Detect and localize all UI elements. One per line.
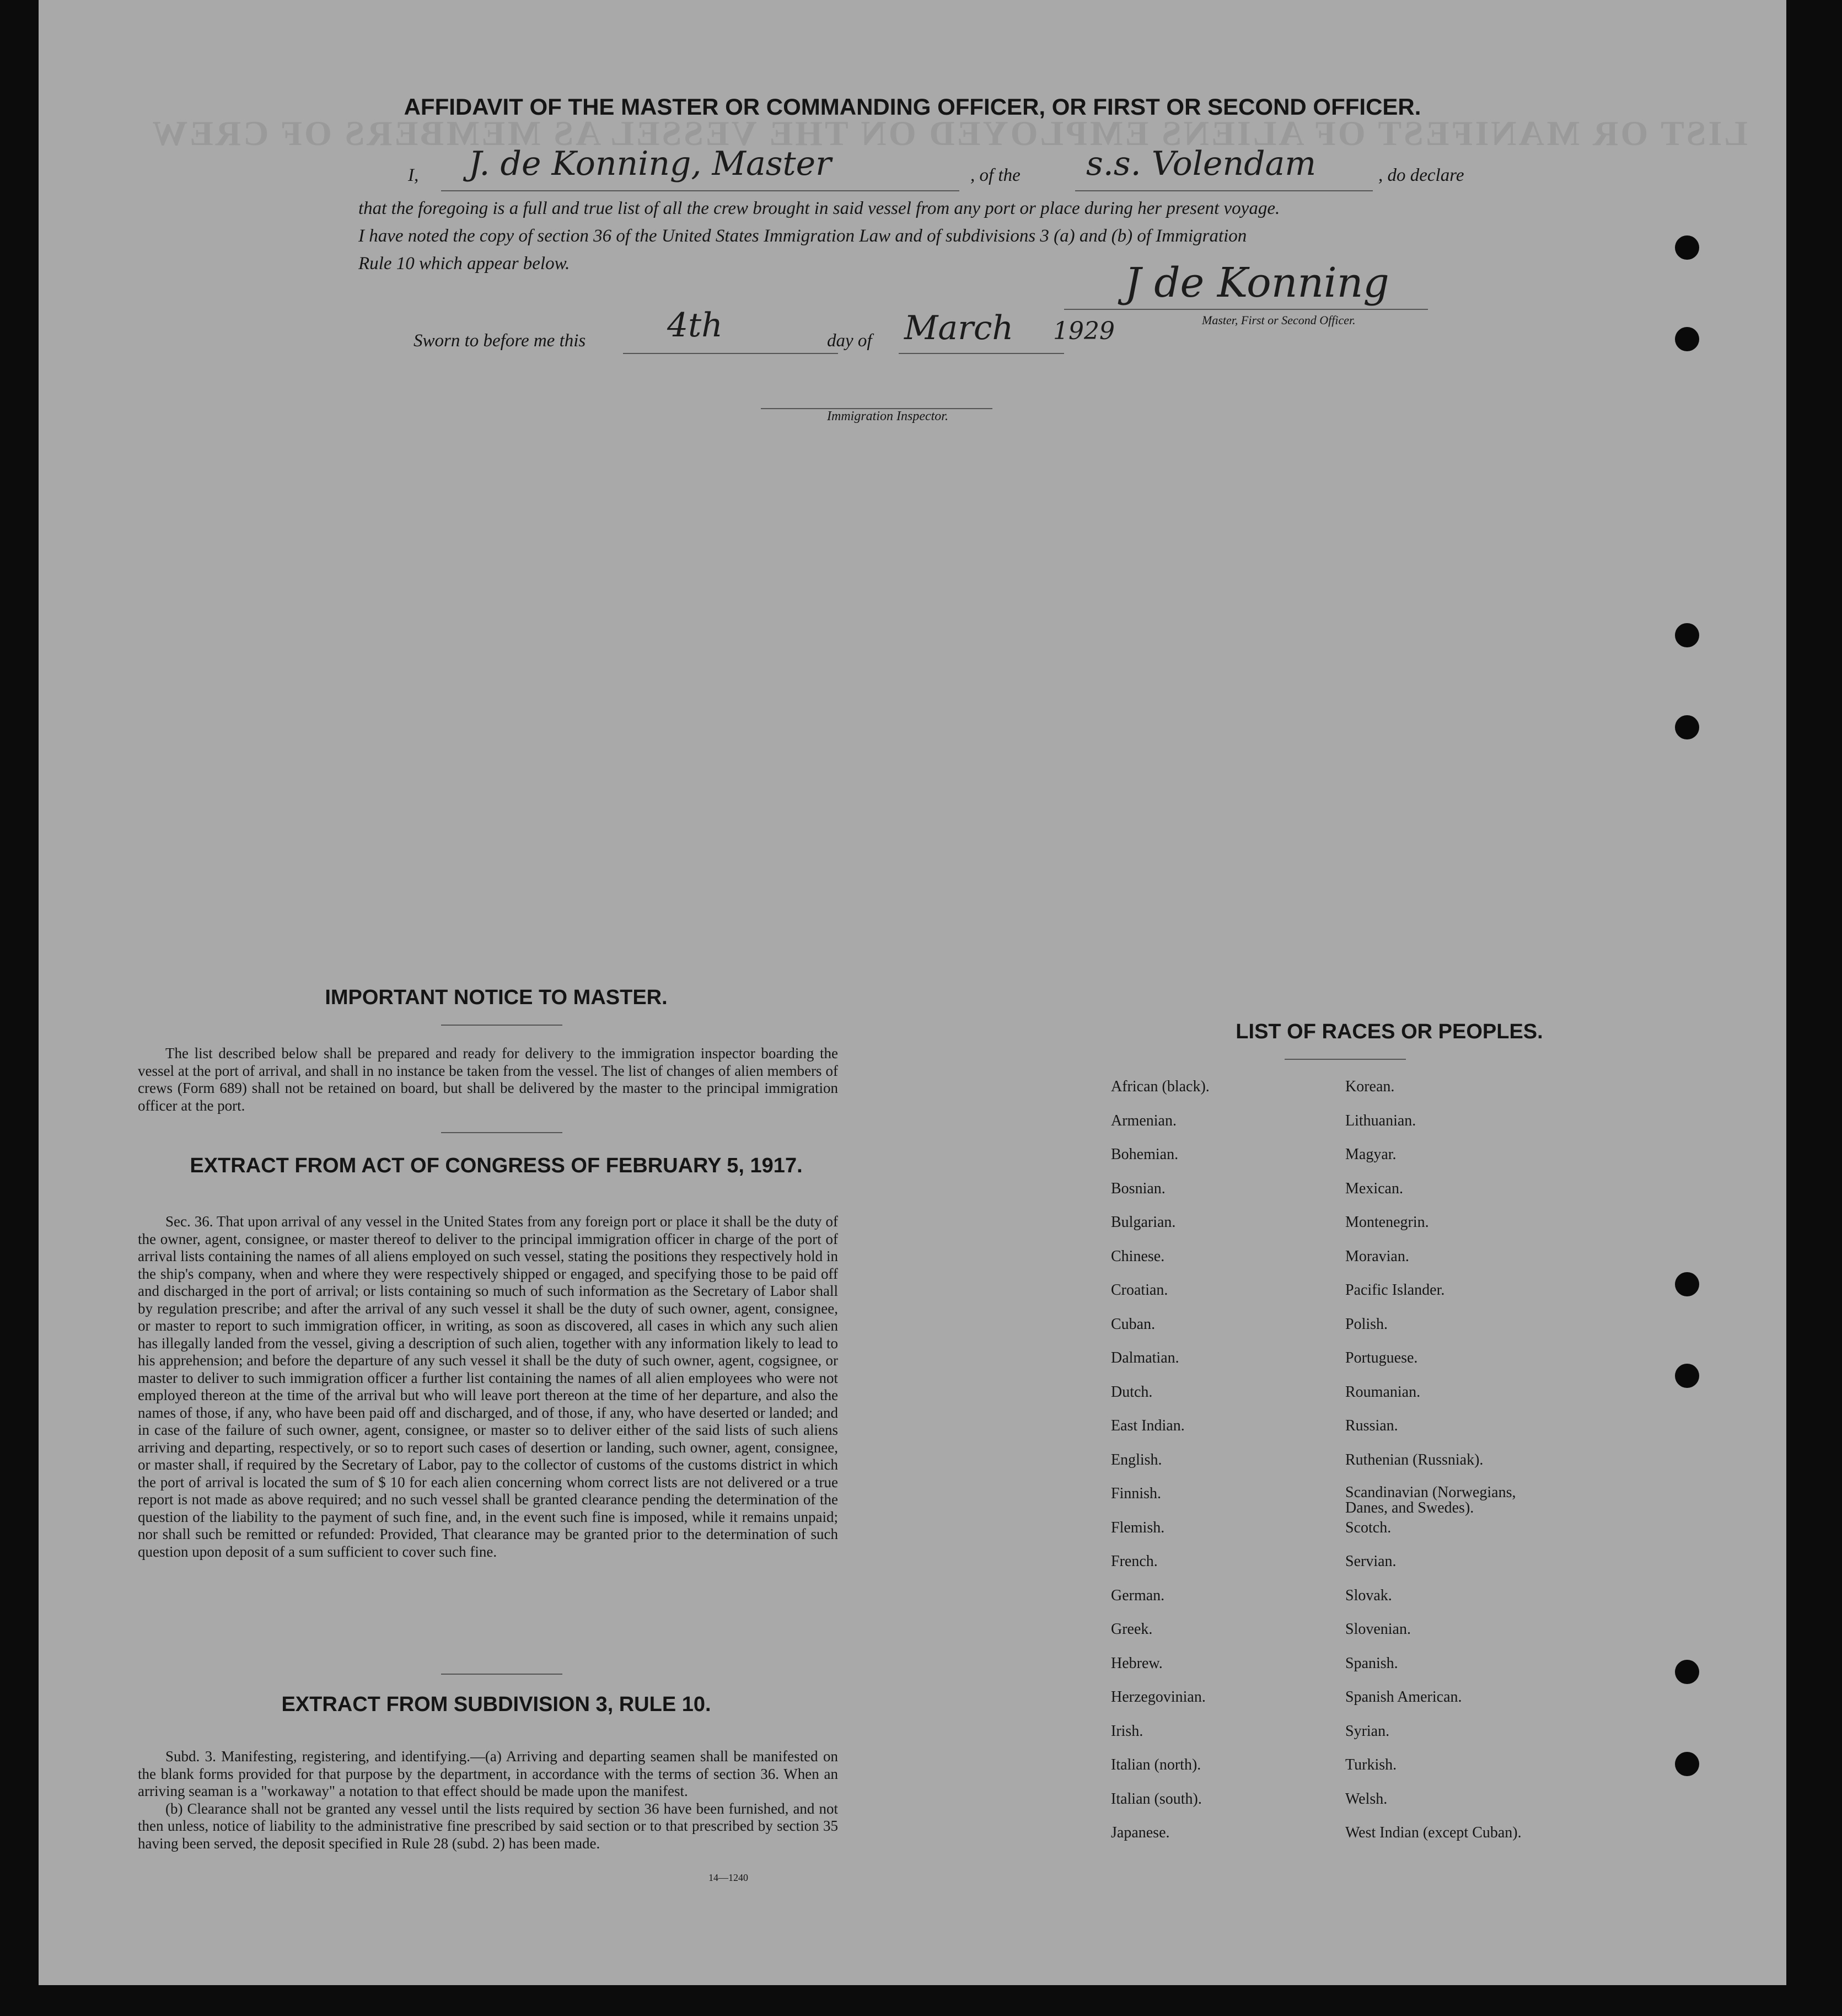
race-item: Greek. [1111,1621,1153,1638]
punch-hole [1675,1272,1699,1296]
act-rule [441,1674,562,1675]
race-item: Roumanian. [1345,1383,1421,1401]
race-item: Bosnian. [1111,1179,1166,1197]
race-item: Pacific Islander. [1345,1282,1445,1299]
race-item: Chinese. [1111,1247,1165,1265]
race-item: Dalmatian. [1111,1349,1179,1366]
race-item: Armenian. [1111,1112,1177,1129]
races-left-column [1111,1078,1210,1858]
race-item: Japanese. [1111,1824,1170,1841]
race-item: Servian. [1345,1553,1397,1570]
notice-title-rule [441,1025,562,1026]
punch-hole [1675,235,1699,260]
race-item: Slovenian. [1345,1621,1411,1638]
punch-hole [1675,623,1699,647]
master-signature: J de Konning [1125,259,1389,307]
race-item: Spanish. [1345,1654,1398,1672]
race-item: East Indian. [1111,1417,1185,1434]
signature-line [1064,309,1428,310]
race-item: Lithuanian. [1345,1112,1416,1129]
race-item: Magyar. [1345,1146,1397,1163]
race-item: Spanish American. [1345,1688,1462,1706]
vessel-name-line [1075,190,1373,191]
race-item: Montenegrin. [1345,1214,1429,1231]
document-page [39,0,1786,1985]
month-handwritten: March [904,309,1014,347]
race-item: Korean. [1345,1078,1395,1095]
year-handwritten: 1929 [1053,317,1115,345]
race-item: Hebrew. [1111,1654,1163,1672]
race-item: French. [1111,1553,1158,1570]
race-item: Scotch. [1345,1519,1392,1536]
punch-hole [1675,1660,1699,1684]
race-item: Dutch. [1111,1383,1153,1401]
rule10-paragraph-b: (b) Clearance shall not be granted any vessel until the lists required by section 36 have been furnished, and not then unless, notice of liability to the administrative fine prescribed by said section or to that prescribed by section 35 having been served, the deposit specified in Rule 28 (subd. 2) has been made. [138,1800,838,1852]
race-item: Italian (north). [1111,1756,1201,1773]
race-item: English. [1111,1451,1162,1468]
act-text: Sec. 36. That upon arrival of any vessel in the United States from any foreign port or place it shall be the duty of the owner, agent, consignee, or master thereof to deliver to the principal immigration officer in charge of the port of arrival lists containing the names of all aliens employed on such vessel, stating the positions they respectively hold in the ship's company, when and where they were respectively shipped or engaged, and specifying those to be paid off and discharged in the port of arrival; or lists containing so much of such information as the Secretary of Labor shall by regulation prescribe; and after the arrival of any such vessel it shall be the duty of such owner, agent, consignee, or master to report to such immigration officer, in writing, as soon as discovered, all cases in which any such alien has illegally landed from the vessel, giving a description of such alien, together with any information likely to lead to his apprehension; and before the departure of any such vessel it shall be the duty of such owner, agent, cogsignee, or master to deliver to such immigration officer a further list containing the names of all alien employees who were not employed thereon at the time of the arrival but who will leave port thereon at the time of her departure, and also the names of those, if any, who have been paid off and discharged, and of those, if any, who have deserted or landed; and in case of the failure of such owner, agent, consignee, or master so to deliver either of the said lists of such aliens arriving and departing, respectively, or so to report such cases of desertion or landing, such owner, agent, consignee, or master shall, if required by the Secretary of Labor, pay to the collector of customs of the customs district in which the port of arrival is located the sum of $ 10 for each alien concerning whom correct lists are not delivered or a true report is not made as above required; and no such vessel shall be granted clearance pending the determination of the question of the liability to the payment of such fine, and, in the event such fine is imposed, while it remains unpaid; nor shall such be remitted or refunded: Provided, That clearance may be granted prior to the determination of such question upon deposit of a sum sufficient to cover such fine. [138,1213,838,1560]
races-title: LIST OF RACES OR PEOPLES. [1236,1020,1543,1043]
race-item: Finnish. [1111,1485,1162,1502]
race-item: Italian (south). [1111,1790,1202,1808]
month-line [899,353,1064,354]
race-item: Mexican. [1345,1179,1403,1197]
race-item: Russian. [1345,1417,1398,1434]
punch-hole [1675,715,1699,739]
races-title-rule [1285,1059,1406,1060]
master-name-handwritten: J. de Konning, Master [469,144,831,183]
race-item: Syrian. [1345,1722,1390,1740]
race-item: German. [1111,1586,1165,1604]
sworn-label: Sworn to before me this [413,331,586,351]
race-item: Slovak. [1345,1586,1392,1604]
day-of-label: day of [827,331,872,351]
form-number: 14—1240 [708,1872,748,1883]
punch-hole [1675,1752,1699,1776]
race-item: African (black). [1111,1078,1210,1095]
affidavit-line-4: Rule 10 which appear below. [358,254,570,274]
day-handwritten: 4th [667,306,723,345]
race-item: Croatian. [1111,1282,1168,1299]
race-item: Scandinavian (Norwegians, Danes, and Swedes). [1345,1484,1516,1516]
affidavit-line-3: I have noted the copy of section 36 of the United States Immigration Law and of subdivisions 3 (a) and (b) of Immigration [358,226,1247,246]
race-item: Bulgarian. [1111,1214,1176,1231]
race-item: Irish. [1111,1722,1143,1740]
day-line [623,353,838,354]
race-item: Portuguese. [1345,1349,1418,1366]
punch-hole [1675,1364,1699,1388]
race-item: Cuban. [1111,1315,1156,1333]
race-item: Flemish. [1111,1519,1165,1536]
act-title: EXTRACT FROM ACT OF CONGRESS OF FEBRUARY 5, 1917. [190,1154,803,1177]
show-through-heading: LIST OR MANIFEST OF ALIENS EMPLOYED ON THE VESSEL AS MEMBERS OF CREW [150,114,1748,153]
race-item: Ruthenian (Russniak). [1345,1451,1484,1468]
race-item: Herzegovinian. [1111,1688,1206,1706]
race-item: Moravian. [1345,1247,1409,1265]
affidavit-title: AFFIDAVIT OF THE MASTER OR COMMANDING OFFICER, OR FIRST OR SECOND OFFICER. [404,94,1421,120]
rule10-paragraph-a: Subd. 3. Manifesting, registering, and identifying.—(a) Arriving and departing seamen shall be manifested on the blank forms provided for that purpose by the department, in accordance with the terms of section 36. When an arriving seaman is a "workaway" a notation to that effect should be made upon the manifest. [138,1748,838,1799]
rule10-title: EXTRACT FROM SUBDIVISION 3, RULE 10. [281,1693,711,1716]
notice-text: The list described below shall be prepared and ready for delivery to the immigration inspector boarding the vessel at the port of arrival, and shall in no instance be taken from the vessel. The list of changes of alien members of crews (Form 689) shall not be retained on board, but shall be delivered by the master to the principal immigration officer at the port. [138,1045,838,1114]
race-item: West Indian (except Cuban). [1345,1824,1522,1841]
affidavit-do-declare: , do declare [1378,165,1464,185]
notice-rule [441,1132,562,1133]
inspector-caption: Immigration Inspector. [827,409,948,423]
race-item: Welsh. [1345,1790,1388,1808]
race-item: Turkish. [1345,1756,1397,1773]
master-name-line [441,190,959,191]
notice-title: IMPORTANT NOTICE TO MASTER. [325,986,668,1009]
affidavit-of-the: , of the [970,165,1021,185]
race-item: Bohemian. [1111,1146,1179,1163]
races-right-column [1345,1078,1555,1858]
affidavit-i: I, [408,165,419,185]
affidavit-line-2: that the foregoing is a full and true list of all the crew brought in said vessel from any port or place during her present voyage. [358,199,1280,218]
race-item: Polish. [1345,1315,1388,1333]
punch-hole [1675,327,1699,351]
rule10-text [138,1748,838,1852]
signature-caption: Master, First or Second Officer. [1202,313,1356,327]
vessel-name-handwritten: s.s. Volendam [1086,144,1317,183]
